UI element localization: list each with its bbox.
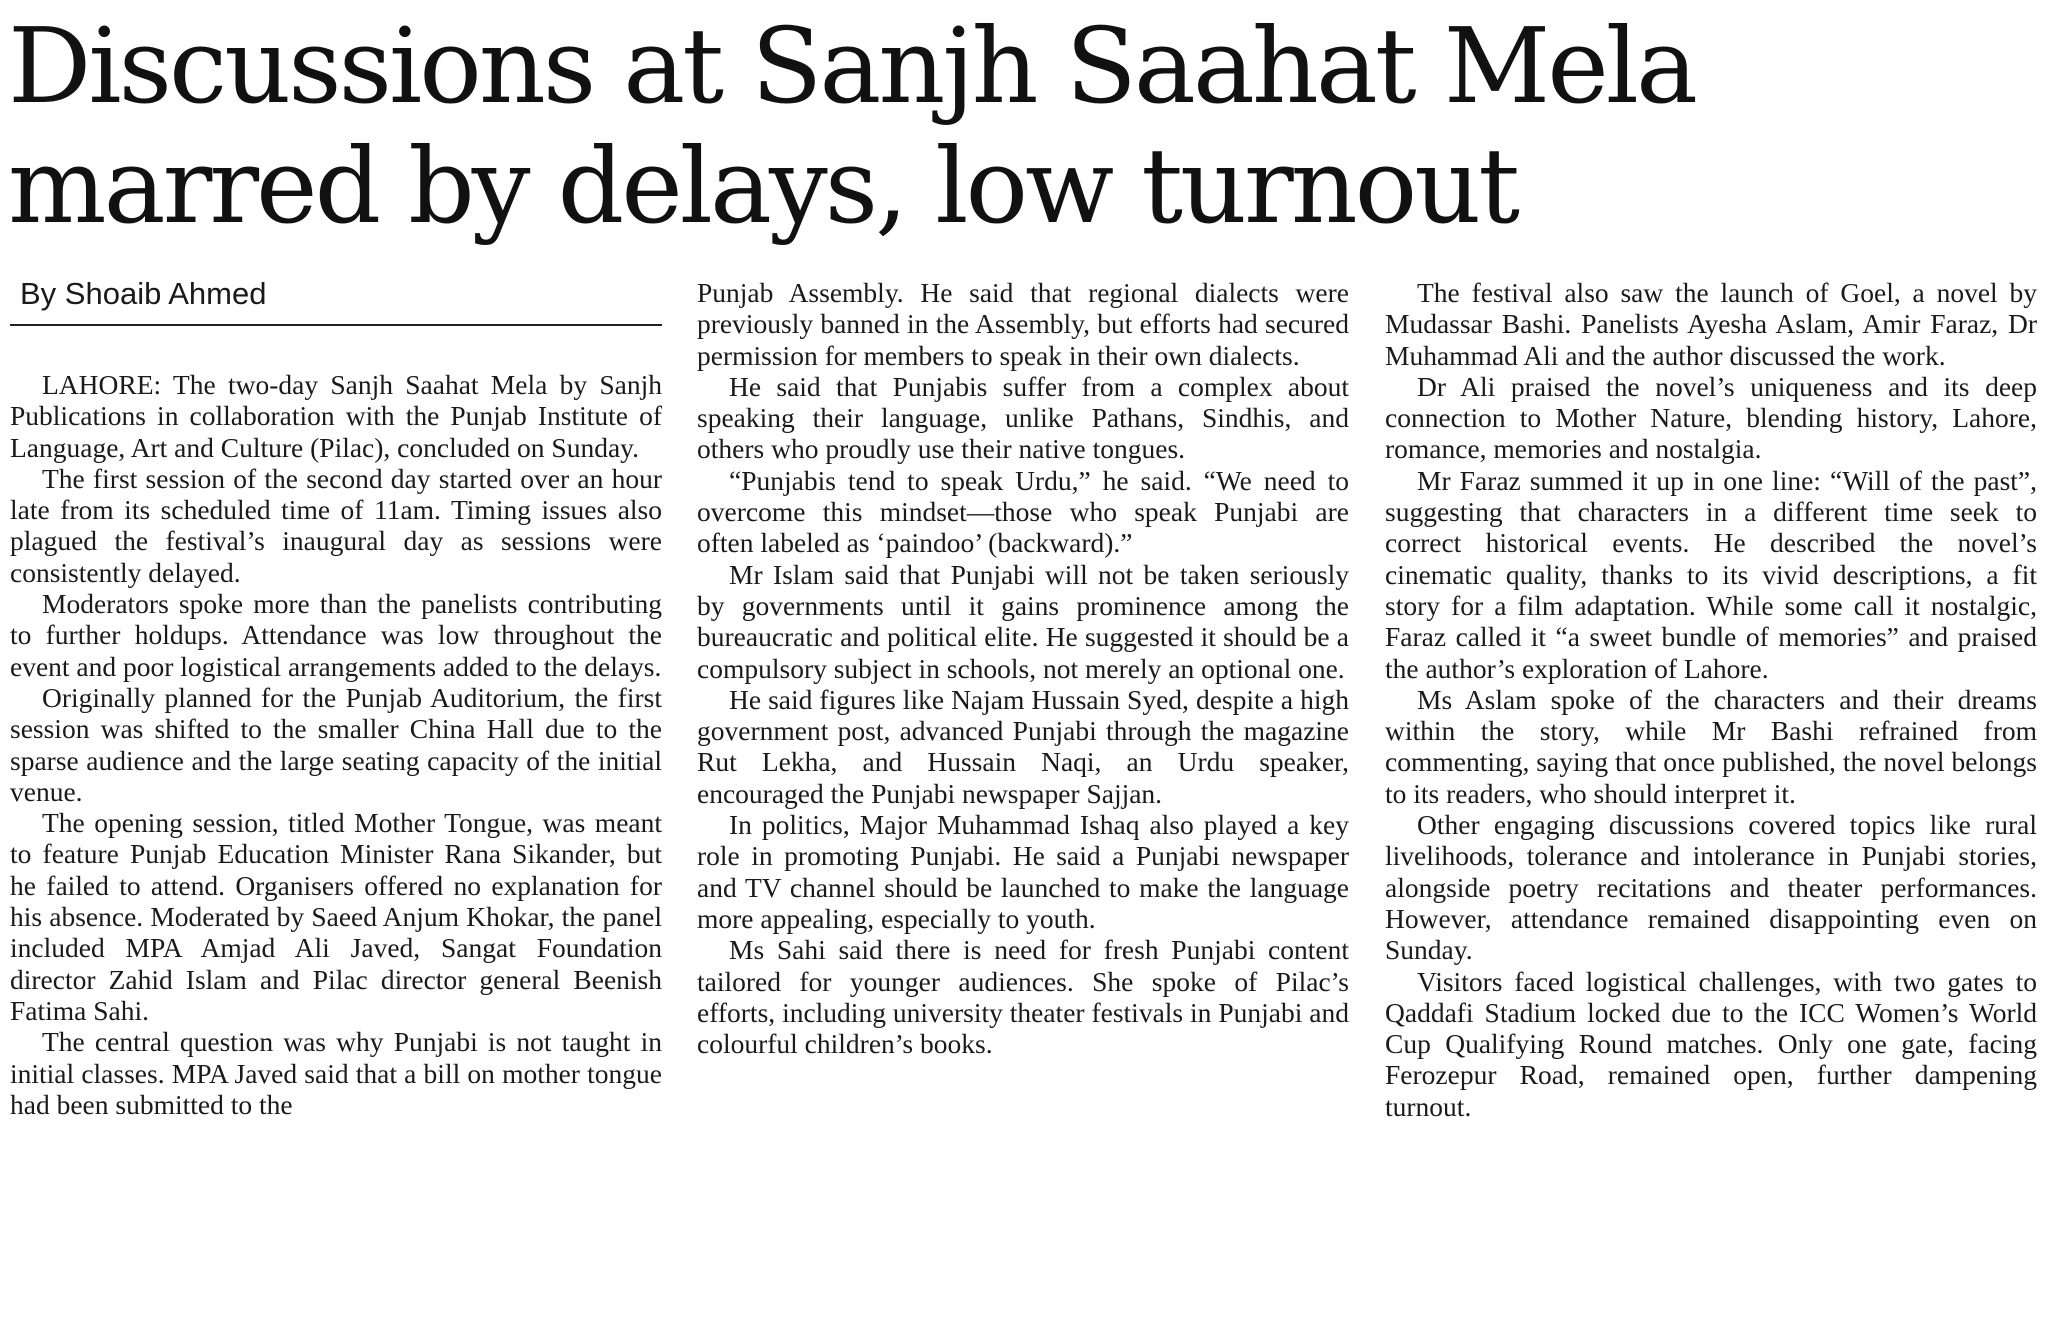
paragraph: LAHORE: The two-day Sanjh Saahat Mela by Sanjh Publications in collaboration with the Punjab Institute of Language, Art and Culture (Pilac), concluded on Sunday. <box>10 369 662 463</box>
paragraph: Mr Islam said that Punjabi will not be taken seriously by governments until it gains prominence among the bureaucratic and political elite. He suggested it should be a compulsory subject in schools, not merely an optional one. <box>697 558 1349 684</box>
paragraph: Originally planned for the Punjab Auditorium, the first session was shifted to the smaller China Hall due to the sparse audience and the large seating capacity of the initial venue. <box>10 681 662 807</box>
paragraph: The opening session, titled Mother Tongue, was meant to feature Punjab Education Minister Rana Sikander, but he failed to attend. Organisers offered no explanation for his absence. Moderated by Saeed Anjum Khokar, the panel included MPA Amjad Ali Javed, Sangat Foundation director Zahid Islam and Pilac director general Beenish Fatima Sahi. <box>10 807 662 1026</box>
paragraph: The festival also saw the launch of Goel, a novel by Mudassar Bashi. Panelists Ayesha Aslam, Amir Faraz, Dr Muhammad Ali and the author discussed the work. <box>1385 277 2037 371</box>
article-column-3 <box>1385 277 2037 1122</box>
paragraph: The first session of the second day started over an hour late from its scheduled time of 11am. Timing issues also plagued the festival’s inaugural day as sessions were consistently delayed. <box>10 462 662 588</box>
paragraph: Ms Aslam spoke of the characters and their dreams within the story, while Mr Bashi refrained from commenting, saying that once published, the novel belongs to its readers, who should interpret it. <box>1385 683 2037 809</box>
article-column-1 <box>10 369 662 1120</box>
paragraph: “Punjabis tend to speak Urdu,” he said. “We need to overcome this mindset—those who speak Punjabi are often labeled as ‘paindoo’ (backward).” <box>697 464 1349 559</box>
byline-block <box>10 274 662 326</box>
paragraph: Visitors faced logistical challenges, with two gates to Qaddafi Stadium locked due to the ICC Women’s World Cup Qualifying Round matches. Only one gate, facing Ferozepur Road, remained open, further dampening turnout. <box>1385 965 2037 1122</box>
paragraph: He said figures like Najam Hussain Syed, despite a high government post, advanced Punjabi through the magazine Rut Lekha, and Hussain Naqi, an Urdu speaker, encouraged the Punjabi newspaper Sajjan. <box>697 683 1349 809</box>
paragraph: Ms Sahi said there is need for fresh Punjabi content tailored for younger audiences. She spoke of Pilac’s efforts, including university theater festivals in Punjabi and colourful children’s books. <box>697 934 1349 1060</box>
paragraph: Other engaging discussions covered topics like rural livelihoods, tolerance and intolerance in Punjabi stories, alongside poetry recitations and theater performances. However, attendance remained disappointing even on Sunday. <box>1385 809 2037 966</box>
paragraph: Dr Ali praised the novel’s uniqueness and its deep connection to Mother Nature, blending history, Lahore, romance, memories and nostalgia. <box>1385 370 2037 465</box>
paragraph: He said that Punjabis suffer from a complex about speaking their language, unlike Pathans, Sindhis, and others who proudly use their native tongues. <box>697 370 1349 465</box>
paragraph: Moderators spoke more than the panelists contributing to further holdups. Attendance was low throughout the event and poor logistical arrangements added to the delays. <box>10 588 662 682</box>
paragraph: The central question was why Punjabi is not taught in initial classes. MPA Javed said that a bill on mother tongue had been submitted to the <box>10 1026 662 1120</box>
article-column-2 <box>697 277 1349 1059</box>
paragraph: In politics, Major Muhammad Ishaq also played a key role in promoting Punjabi. He said a Punjabi newspaper and TV channel should be launched to make the language more appealing, especially to youth. <box>697 809 1349 934</box>
headline: Discussions at Sanjh Saahat Mela marred by delays, low turnout <box>8 5 1696 247</box>
paragraph: Punjab Assembly. He said that regional dialects were previously banned in the Assembly, but efforts had secured permission for members to speak in their own dialects. <box>697 277 1349 371</box>
paragraph: Mr Faraz summed it up in one line: “Will of the past”, suggesting that characters in a different time seek to correct historical events. He described the novel’s cinematic quality, thanks to its vivid descriptions, a fit story for a film adaptation. While some call it nostalgic, Faraz called it “a sweet bundle of memories” and praised the author’s exploration of Lahore. <box>1385 464 2037 684</box>
byline: By Shoaib Ahmed <box>20 276 267 311</box>
